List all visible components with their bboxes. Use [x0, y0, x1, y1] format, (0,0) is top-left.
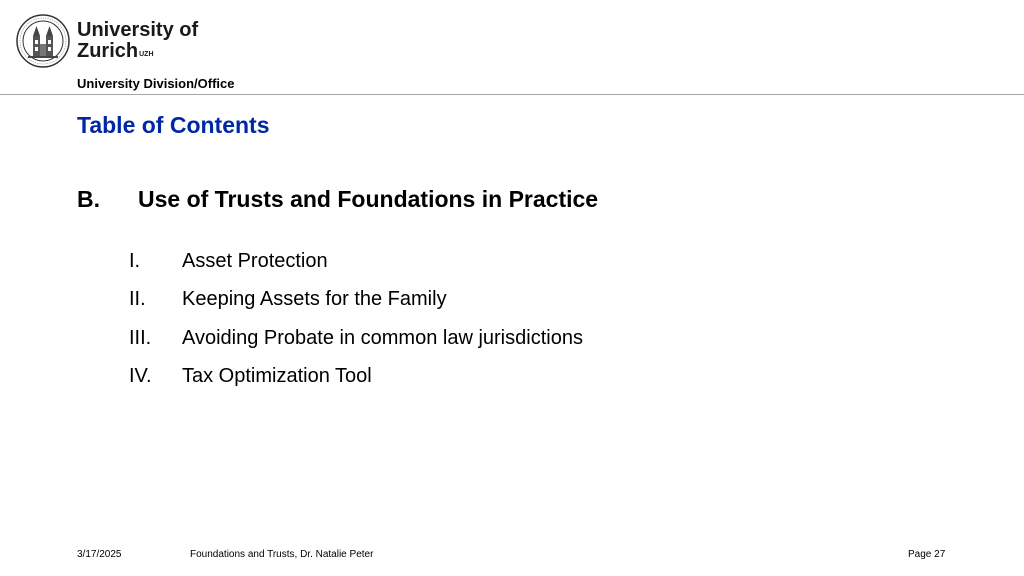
- footer-presentation-title: Foundations and Trusts, Dr. Natalie Peter: [190, 549, 374, 560]
- toc-item-label: Tax Optimization Tool: [182, 365, 372, 388]
- toc-item-number: III.: [129, 326, 152, 349]
- toc-item-label: Keeping Assets for the Family: [182, 288, 447, 311]
- toc-item-number: IV.: [129, 365, 152, 388]
- toc-item-number: II.: [129, 288, 146, 311]
- toc-item: [129, 242, 583, 281]
- toc-item: [129, 319, 583, 358]
- footer-date: 3/17/2025: [77, 549, 122, 560]
- toc-list: [129, 242, 583, 396]
- toc-item-number: I.: [129, 249, 141, 272]
- logo-uzh: UZH: [139, 51, 154, 58]
- toc-item-label: Asset Protection: [182, 249, 328, 272]
- footer-page-number: Page 27: [908, 549, 946, 560]
- university-seal-icon: [16, 14, 70, 68]
- page-title: Table of Contents: [77, 112, 270, 138]
- toc-item-label: Avoiding Probate in common law jurisdictions: [182, 326, 583, 349]
- university-logo: [16, 14, 198, 68]
- logo-zurich: Zurich: [77, 40, 139, 62]
- section-heading: [77, 186, 598, 213]
- section-number: B.: [77, 186, 100, 212]
- section-title: Use of Trusts and Foundations in Practice: [138, 186, 599, 212]
- toc-item: [129, 281, 583, 320]
- logo-line-1: University of: [77, 19, 199, 41]
- logo-wordmark: [77, 20, 198, 62]
- header-divider: [0, 94, 1024, 95]
- toc-item: [129, 358, 583, 397]
- logo-line-2: [77, 41, 198, 62]
- division-label: University Division/Office: [77, 76, 235, 91]
